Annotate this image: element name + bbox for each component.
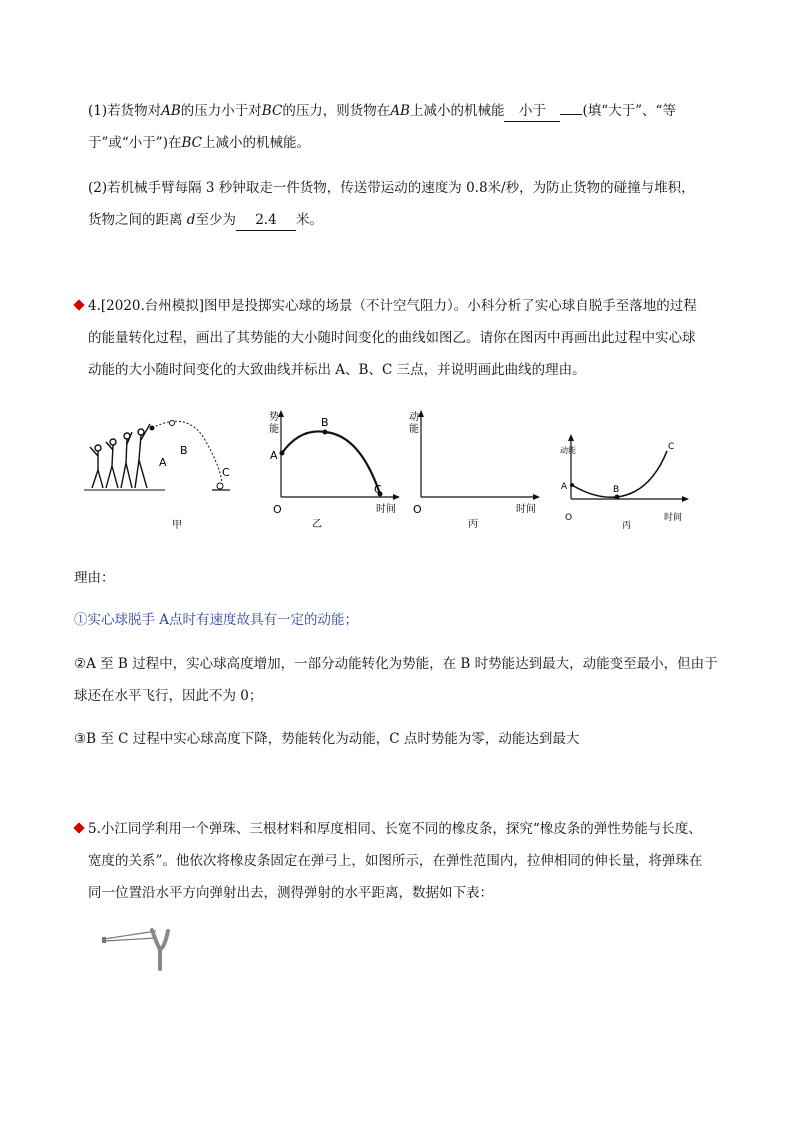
answer-label-a: A bbox=[561, 482, 568, 492]
q3-part1-answer: 小于 bbox=[504, 101, 560, 122]
answer-xlabel: 时间 bbox=[664, 513, 683, 523]
answer-ylabel: 动能 bbox=[560, 446, 576, 455]
slingshot-image bbox=[100, 925, 200, 975]
rubber-band-bottom bbox=[104, 938, 156, 941]
yi-origin: O bbox=[273, 503, 282, 516]
reason-2-line2: 球还在水平飞行，因此不为 0； bbox=[74, 688, 263, 704]
pouch-icon bbox=[102, 937, 106, 943]
figure-answer bbox=[560, 434, 689, 531]
bing-origin: O bbox=[413, 503, 422, 516]
yi-ylabel-2: 能 bbox=[269, 424, 279, 435]
bing-x-arrow-icon bbox=[533, 494, 540, 500]
reason-1: ①实心球脱手 A点时有速度故具有一定的动能； bbox=[74, 612, 359, 628]
answer-label-c: C bbox=[668, 442, 675, 452]
q5-stem-line2: 宽度的关系”。他依次将橡皮条固定在弹弓上，如图所示，在弹性范围内，拉伸相同的伸长量，将弹珠在 bbox=[88, 853, 703, 869]
rubber-band-top bbox=[104, 931, 156, 939]
q3-part2-line2: 货物之间的距离 d至少为 2.4 米。 bbox=[88, 210, 323, 231]
q3-part2-line1: (2)若机械手臂每隔 3 秒钟取走一件货物，传送带运动的速度为 0.8米/秒，为防止货物的碰撞与堆积， bbox=[88, 180, 695, 196]
answer-point-a bbox=[570, 483, 574, 487]
yi-label-a: A bbox=[270, 449, 278, 462]
yi-potential-curve bbox=[282, 431, 380, 494]
figure-bing bbox=[409, 410, 540, 530]
q5-stem-line3: 同一位置沿水平方向弹射出去，测得弹射的水平距离，数据如下表： bbox=[88, 885, 493, 901]
yi-label-b: B bbox=[321, 416, 329, 429]
yi-xlabel: 时间 bbox=[376, 504, 396, 515]
figure-yi bbox=[269, 410, 400, 530]
yi-point-a bbox=[280, 451, 285, 456]
q4-figures bbox=[0, 400, 794, 540]
reason-title: 理由： bbox=[74, 570, 115, 586]
answer-y-arrow-icon bbox=[568, 434, 574, 441]
question-marker-icon bbox=[73, 299, 84, 310]
q3-part1-line2: 于”或“小于”)在BC上减小的机械能。 bbox=[88, 135, 310, 151]
q3-part1-blank-tail bbox=[560, 114, 582, 115]
ball-point-b bbox=[170, 421, 175, 426]
ball-point-a bbox=[150, 426, 155, 431]
q4-stem-line2: 的能量转化过程，画出了其势能的大小随时间变化的曲线如图乙。请你在图丙中再画出此过程中实心球 bbox=[88, 330, 696, 346]
yi-point-b bbox=[323, 430, 328, 435]
q5-stem-line1: 5.小江同学利用一个弹珠、三根材料和厚度相同、长宽不同的橡皮条，探究“橡皮条的弹性势能与长度、 bbox=[88, 821, 702, 837]
ball-point-c bbox=[217, 483, 223, 489]
jia-caption: 甲 bbox=[172, 520, 182, 531]
answer-origin: O bbox=[565, 513, 573, 523]
yi-label-c: C bbox=[374, 483, 382, 496]
jia-label-c: C bbox=[222, 466, 230, 479]
q3-part2-answer: 2.4 bbox=[236, 210, 296, 231]
q4-stem-line3: 动能的大小随时间变化的大致曲线并标出 A、B、C 三点，并说明画此曲线的理由。 bbox=[88, 362, 586, 378]
bing-ylabel-1: 动 bbox=[409, 412, 419, 423]
reason-3: ③B 至 C 过程中实心球高度下降，势能转化为动能，C 点时势能为零，动能达到最大 bbox=[74, 731, 580, 747]
answer-x-arrow-icon bbox=[682, 496, 689, 502]
q4-stem-line1: 4.[2020.台州模拟]图甲是投掷实心球的场景（不计空气阻力）。小科分析了实心球自脱手至落地的过程 bbox=[88, 298, 697, 314]
question-marker-icon bbox=[73, 822, 84, 833]
jia-label-b: B bbox=[180, 444, 188, 457]
bing-caption: 丙 bbox=[468, 519, 478, 530]
q3-part1-line1: (1)若货物对AB的压力小于对BC的压力，则货物在AB上减小的机械能 小于 (填“大于”、“等 bbox=[88, 101, 676, 122]
yi-x-arrow-icon bbox=[393, 494, 400, 500]
answer-kinetic-curve bbox=[572, 451, 667, 497]
reason-2-line1: ②A 至 B 过程中，实心球高度增加，一部分动能转化为势能，在 B 时势能达到最大，动能变至最小，但由于 bbox=[74, 656, 718, 672]
answer-caption: 丙 bbox=[622, 521, 632, 531]
bing-ylabel-2: 能 bbox=[409, 424, 419, 435]
bing-xlabel: 时间 bbox=[516, 504, 536, 515]
athlete-sequence-icon bbox=[90, 424, 150, 488]
jia-label-a: A bbox=[159, 456, 167, 469]
figure-jia bbox=[84, 421, 230, 532]
yi-ylabel-1: 势 bbox=[269, 412, 279, 423]
answer-point-b bbox=[615, 495, 620, 500]
yi-caption: 乙 bbox=[312, 519, 322, 530]
answer-label-b: B bbox=[613, 485, 620, 495]
